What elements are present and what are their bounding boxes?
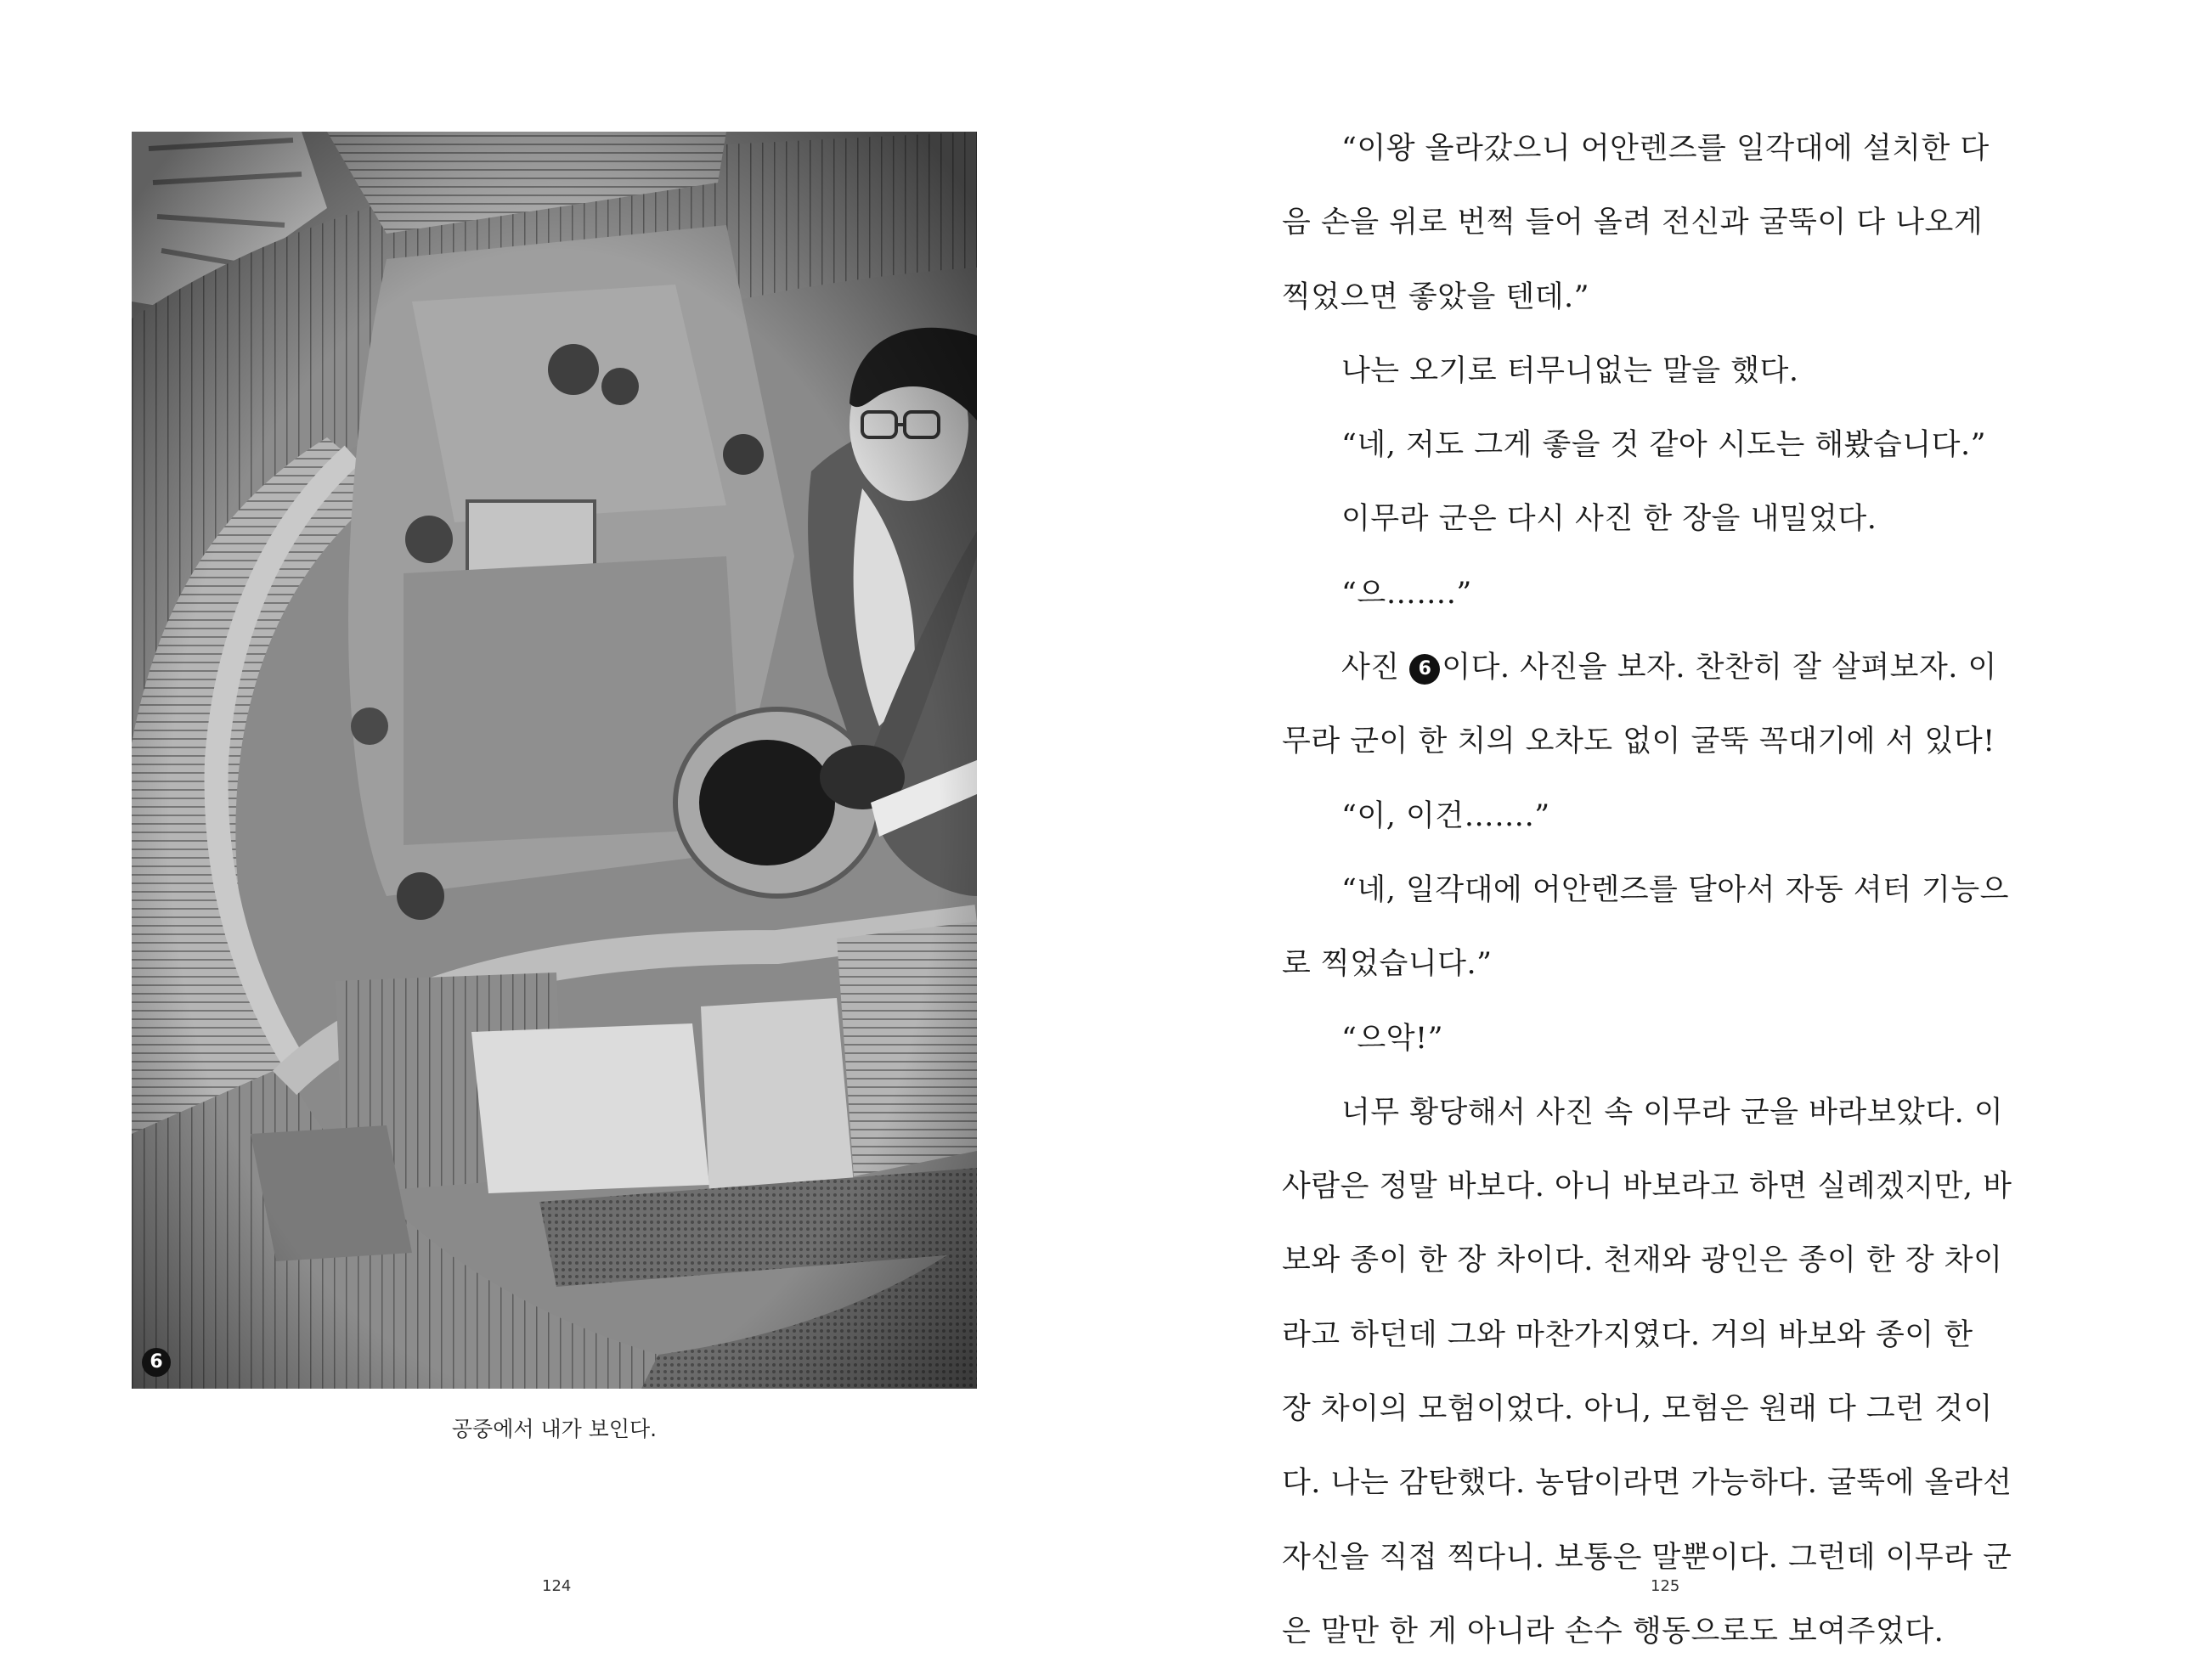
text-line: “네, 저도 그게 좋을 것 같아 시도는 해봤습니다.” xyxy=(1341,428,1986,463)
text-line: 찍었으면 좋았을 텐데.” xyxy=(1282,279,1590,314)
fisheye-photo xyxy=(132,132,977,1389)
text-line: 나는 오기로 터무니없는 말을 했다. xyxy=(1341,353,1799,388)
page-number-right: 125 xyxy=(1651,1577,1680,1595)
text-line: 보와 종이 한 장 차이다. 천재와 광인은 종이 한 장 차이 xyxy=(1282,1243,2003,1278)
text-line: 다. 나는 감탄했다. 농담이라면 가능하다. 굴뚝에 올라선 xyxy=(1282,1466,2012,1501)
text-line: 너무 황당해서 사진 속 이무라 군을 바라보았다. 이 xyxy=(1341,1095,2004,1130)
text-line: 무라 군이 한 치의 오차도 없이 굴뚝 꼭대기에 서 있다! xyxy=(1282,724,1995,759)
text-line-part: 사진 xyxy=(1341,651,1400,685)
text-line: 장 차이의 모험이었다. 아니, 모험은 원래 다 그런 것이 xyxy=(1282,1392,1993,1427)
text-line: 이무라 군은 다시 사진 한 장을 내밀었다. xyxy=(1341,502,1877,537)
text-line: 은 말만 한 게 아니라 손수 행동으로도 보여주었다. xyxy=(1282,1614,1945,1649)
right-page xyxy=(1104,0,2207,1666)
text-line: 음 손을 위로 번쩍 들어 올려 전신과 굴뚝이 다 나오게 xyxy=(1282,206,1984,240)
fisheye-photo-illustration xyxy=(132,132,977,1389)
body-text xyxy=(1282,123,2080,1680)
inline-photo-number-badge: 6 xyxy=(1409,654,1440,685)
text-line: 로 찍었습니다.” xyxy=(1282,947,1493,982)
text-line: “으악!” xyxy=(1341,1021,1443,1056)
text-line-with-badge xyxy=(1282,642,2080,716)
text-line: “으…….” xyxy=(1341,576,1472,611)
text-line: “이, 이건…….” xyxy=(1341,798,1550,833)
page-number-left: 124 xyxy=(542,1577,572,1595)
text-line-part: 이다. 사진을 보자. 찬찬히 잘 살펴보자. 이 xyxy=(1442,651,1997,685)
text-line: 사람은 정말 바보다. 아니 바보라고 하면 실례겠지만, 바 xyxy=(1282,1170,2012,1204)
text-line: “이왕 올라갔으니 어안렌즈를 일각대에 설치한 다 xyxy=(1341,132,1990,166)
text-line: 라고 하던데 그와 마찬가지였다. 거의 바보와 종이 한 xyxy=(1282,1317,1973,1352)
photo-caption: 공중에서 내가 보인다. xyxy=(451,1417,658,1441)
left-page xyxy=(0,0,1104,1666)
photo-number-badge: 6 xyxy=(142,1348,171,1377)
text-line: “네, 일각대에 어안렌즈를 달아서 자동 셔터 기능으 xyxy=(1341,872,2009,907)
text-line: 자신을 직접 찍다니. 보통은 말뿐이다. 그런데 이무라 군 xyxy=(1282,1540,2012,1575)
